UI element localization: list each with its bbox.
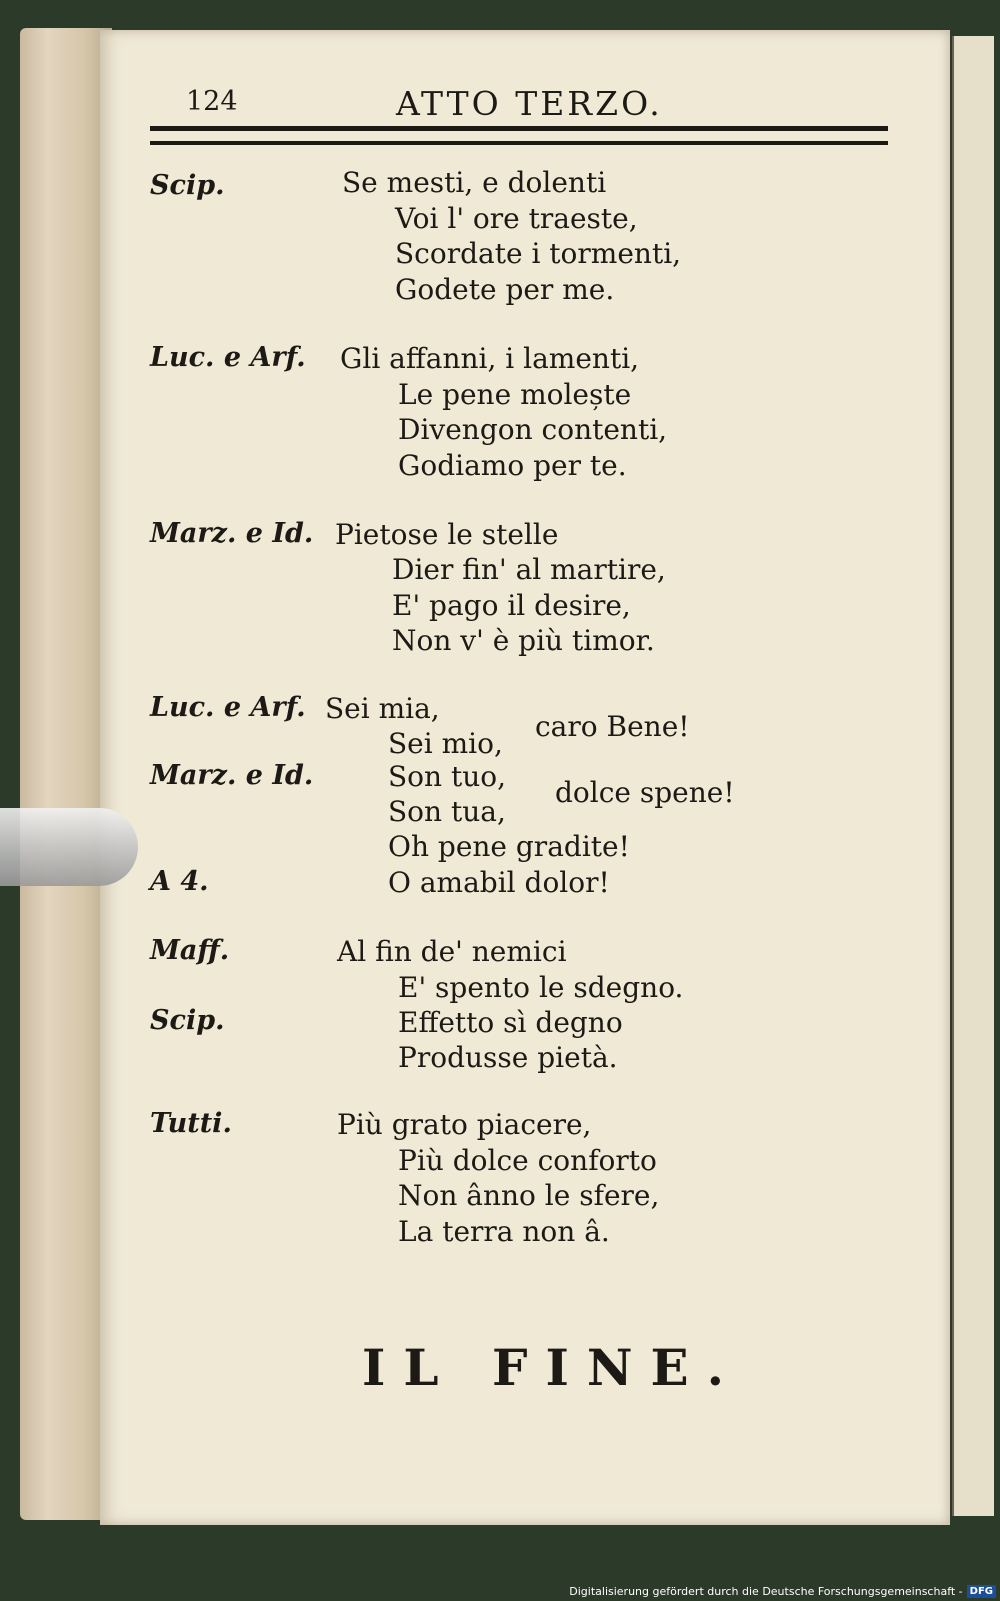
speaker-label: Scip. [150,170,225,201]
verse-line: Sei mio, [388,727,503,760]
verse-line: Pietose le stelle [335,518,559,551]
verse-line: Più dolce conforto [398,1144,657,1177]
page-header [186,84,886,124]
speaker-label: Marz. e Id. [150,518,314,549]
verse-line: Le pene molește [398,378,632,411]
verse-line: Più grato piacere, [337,1108,592,1141]
verse-line: E' pago il desire, [392,589,631,622]
speaker-label: Maff. [150,935,230,966]
verse-line: Voi l' ore traeste, [395,202,638,235]
page-edge [20,28,112,1520]
verse-line: Non v' è più timor. [392,624,655,657]
verse-line: Dier fin' al martire, [392,553,666,586]
verse-line: Godiamo per te. [398,449,627,482]
verse-line: Se mesti, e dolenti [342,166,607,199]
verse-line: La terra non â. [398,1215,610,1248]
digitization-footer [569,1584,996,1599]
verse-line: Divengon contenti, [398,413,668,446]
speaker-label: Scip. [150,1005,225,1036]
verse-line: Oh pene gradite! [388,830,630,863]
speaker-label: Marz. e Id. [150,760,314,791]
closing-title: IL FINE. [362,1338,743,1397]
page-clip [0,808,138,886]
running-head: ATTO TERZO. [396,84,663,123]
verse-line: Sei mia, [325,692,440,725]
page-number: 124 [186,86,238,117]
dfg-logo: DFG [967,1585,996,1598]
aside-text: dolce spene! [555,776,735,809]
speaker-label: Luc. e Arf. [150,342,306,373]
verse-line: Effetto sì degno [398,1006,623,1039]
speaker-label: Tutti. [150,1108,232,1139]
verse-line: Scordate i tormenti, [395,237,682,270]
verse-line: Godete per me. [395,273,615,306]
verse-line: E' spento le sdegno. [398,971,684,1004]
verse-line: Produsse pietà. [398,1041,618,1074]
speaker-label: A 4. [150,866,209,897]
footer-text: Digitalisierung gefördert durch die Deutsche Forschungsgemeinschaft - [569,1585,963,1598]
verse-line: Son tuo, [388,760,507,793]
verse-line: O amabil dolor! [388,866,610,899]
verse-line: Non ânno le sfere, [398,1179,660,1212]
verse-line: Al fin de' nemici [337,935,567,968]
verse-line: Gli affanni, i lamenti, [340,342,640,375]
facing-page-edge [952,36,994,1516]
header-rule [150,126,888,145]
speaker-label: Luc. e Arf. [150,692,306,723]
verse-line: Son tua, [388,795,506,828]
aside-text: caro Bene! [535,710,690,743]
